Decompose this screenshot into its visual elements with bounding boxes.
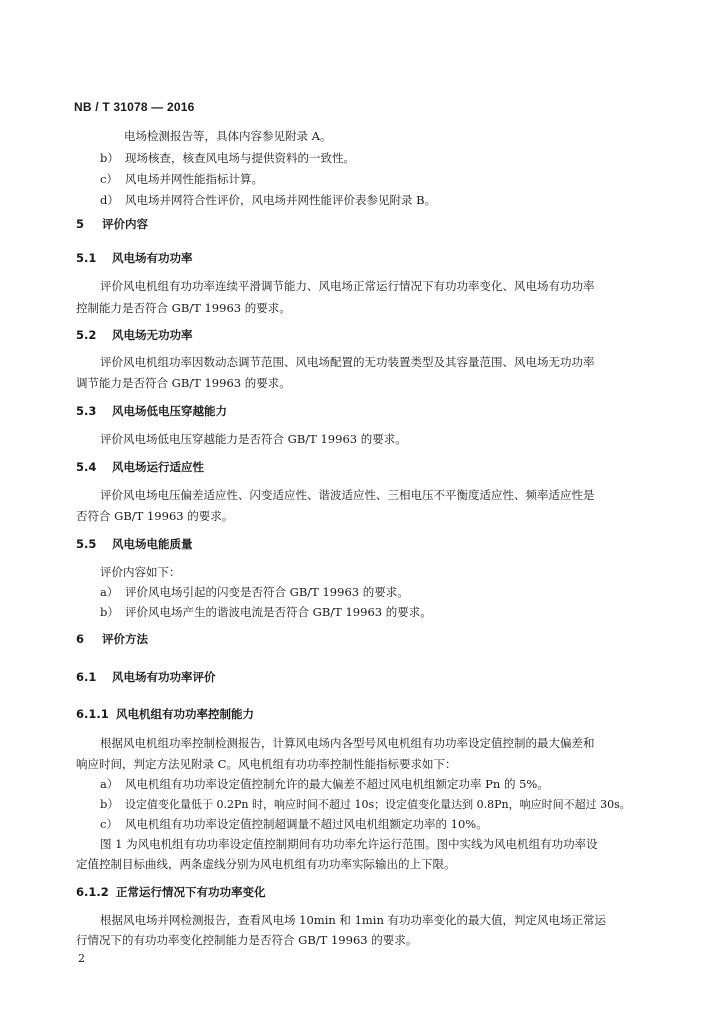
list-item: [100, 150, 355, 166]
list-item-label: c）: [100, 817, 118, 831]
section-number: 6.1.2: [76, 885, 109, 899]
list-item-label: b）: [100, 797, 119, 811]
section-title: 正常运行情况下有功功率变化: [116, 885, 266, 899]
section-title: 风电场无功功率: [112, 328, 193, 342]
list-item-label: a）: [100, 585, 119, 599]
list-item: [100, 776, 549, 792]
paragraph-line: 根据风电机组功率控制检测报告，计算风电场内各型号风电机组有功功率设定值控制的最大偏差和: [100, 736, 595, 750]
paragraph-line: 评价风电机组有功功率连续平滑调节能力、风电场正常运行情况下有功功率变化、风电场有功功率: [100, 279, 595, 293]
section-heading-6-1: [76, 669, 216, 685]
section-title: 风电场运行适应性: [112, 460, 204, 474]
list-item-text: 风电场并网符合性评价，风电场并网性能评价表参见附录 B。: [125, 193, 437, 207]
section-heading-5: [76, 216, 148, 232]
section-title: 风电场低电压穿越能力: [112, 404, 227, 418]
section-heading-6-1-2: [76, 884, 266, 900]
paragraph-line: 控制能力是否符合 GB/T 19963 的要求。: [76, 301, 291, 315]
list-item-label: a）: [100, 777, 119, 791]
list-item-text: 现场核查，核查风电场与提供资料的一致性。: [125, 151, 355, 165]
paragraph-line: 图 1 为风电机组有功功率设定值控制期间有功功率允许运行范围。图中实线为风电机组有功功率设: [100, 837, 598, 851]
list-item-text: 风电机组有功功率设定值控制允许的最大偏差不超过风电机组额定功率 Pn 的 5%。: [125, 777, 549, 791]
list-item-label: b）: [100, 151, 119, 165]
list-item-text: 评价风电场引起的闪变是否符合 GB/T 19963 的要求。: [125, 585, 409, 599]
paragraph-line: 评价风电机组功率因数动态调节范围、风电场配置的无功装置类型及其容量范围、风电场无功功率: [100, 355, 595, 369]
paragraph-line: 否符合 GB/T 19963 的要求。: [76, 509, 234, 523]
paragraph-line: 行情况下的有功功率变化控制能力是否符合 GB/T 19963 的要求。: [76, 933, 418, 947]
section-title: 评价内容: [102, 217, 148, 231]
list-item: [100, 192, 436, 208]
paragraph-line: 响应时间，判定方法见附录 C。风电机组有功功率控制性能指标要求如下：: [76, 757, 457, 771]
list-item-text: 评价风电场产生的谐波电流是否符合 GB/T 19963 的要求。: [125, 605, 432, 619]
paragraph-line: 根据风电场并网检测报告，查看风电场 10min 和 1min 有功功率变化的最大值，判定风电场正常运: [100, 913, 607, 927]
section-title: 评价方法: [102, 632, 148, 646]
paragraph-line: 定值控制目标曲线，两条虚线分别为风电机组有功功率实际输出的上下限。: [76, 857, 456, 871]
list-item: [100, 171, 263, 187]
section-number: 5.3: [76, 404, 97, 418]
paragraph-line: 评价风电场低电压穿越能力是否符合 GB/T 19963 的要求。: [100, 432, 407, 446]
section-number: 5.1: [76, 251, 97, 265]
paragraph-line: 评价内容如下：: [100, 565, 181, 579]
list-item-text: 设定值变化量低于 0.2Pn 时，响应时间不超过 10s；设定值变化量达到 0.8Pn，响应时间不超过 30s。: [125, 798, 631, 811]
section-number: 5: [76, 217, 85, 231]
list-item-label: b）: [100, 605, 119, 619]
section-heading-5-3: [76, 403, 227, 419]
section-title: 风电场有功功率评价: [112, 670, 216, 684]
section-number: 6.1.1: [76, 707, 109, 721]
section-number: 5.5: [76, 537, 97, 551]
paragraph-line: 电场检测报告等，具体内容参见附录 A。: [124, 129, 332, 143]
list-item: [100, 604, 432, 620]
paragraph-line: 评价风电场电压偏差适应性、闪变适应性、谐波适应性、三相电压不平衡度适应性、频率适应性是: [100, 488, 595, 502]
list-item-text: 风电机组有功功率设定值控制超调量不超过风电机组额定功率的 10%。: [125, 817, 488, 831]
list-item-label: d）: [100, 193, 119, 207]
section-heading-5-4: [76, 459, 204, 475]
paragraph-line: 调节能力是否符合 GB/T 19963 的要求。: [76, 376, 291, 390]
section-number: 5.2: [76, 328, 97, 342]
list-item-label: c）: [100, 172, 118, 186]
section-number: 6: [76, 632, 85, 646]
page-number: 2: [78, 952, 85, 965]
section-title: 风电场有功功率: [112, 251, 193, 265]
section-heading-6: [76, 631, 148, 647]
section-number: 6.1: [76, 670, 97, 684]
section-heading-5-1: [76, 250, 193, 266]
section-heading-5-5: [76, 536, 193, 552]
list-item: [100, 816, 488, 832]
section-title: 风电场电能质量: [112, 537, 193, 551]
section-heading-5-2: [76, 327, 193, 343]
section-heading-6-1-1: [76, 706, 254, 722]
list-item-text: 风电场并网性能指标计算。: [125, 172, 263, 186]
standard-number-header: NB / T 31078 — 2016: [74, 100, 195, 114]
list-item: [100, 584, 409, 600]
section-title: 风电机组有功功率控制能力: [116, 707, 254, 721]
list-item: [100, 796, 631, 813]
section-number: 5.4: [76, 460, 97, 474]
